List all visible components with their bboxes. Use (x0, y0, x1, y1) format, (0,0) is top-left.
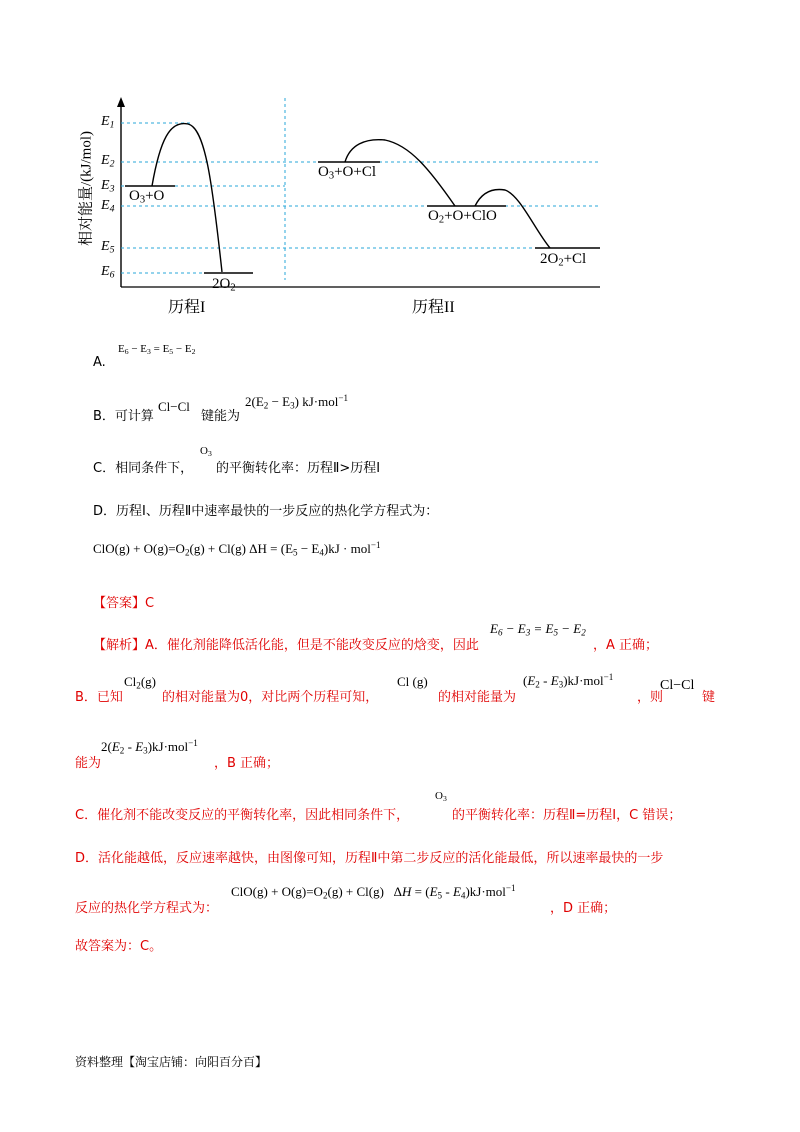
analysis-tag: 【解析】 (93, 638, 146, 653)
species-2o2: $2O_2$ (212, 276, 236, 294)
species-o3-o-cl: $O_3+O+Cl$ (318, 164, 377, 182)
option-b-mid: 键能为 (201, 409, 241, 424)
analysis-b-val: $(E_2 - E_3)kJ\cdot mol^{-1}$ (523, 672, 614, 690)
analysis-c2: 的平衡转化率：历程Ⅱ=历程Ⅰ，C 错误； (452, 808, 682, 823)
option-b-label: B．可计算 (93, 409, 154, 424)
species-2o2-cl: $2O_2+Cl$ (540, 251, 587, 269)
option-a-label: A. (93, 355, 106, 370)
analysis-c-o3: $O_3$ (435, 790, 447, 803)
option-b-math1: Cl−Cl (158, 399, 190, 414)
species-o3-o: $O_3+O$ (129, 188, 165, 206)
analysis-final: 故答案为：C。 (75, 939, 163, 954)
analysis-a-tail: ，A 正确； (593, 638, 659, 653)
label-e1: $E_1$ (101, 114, 115, 131)
analysis-d3: ，D 正确； (550, 901, 617, 916)
analysis-b2: 的相对能量为0，对比两个历程可知， (162, 690, 379, 705)
analysis-d2: 反应的热化学方程式为： (75, 901, 219, 916)
analysis-b7: ，B 正确； (214, 756, 280, 771)
y-axis-arrow (117, 97, 125, 107)
label-e6: $E_6$ (101, 264, 115, 281)
analysis-b6: 能为 (75, 756, 102, 771)
analysis-b-clcl: Cl−Cl (660, 678, 695, 693)
analysis-b-cl: Cl (g) (397, 674, 428, 689)
label-e3: $E_3$ (101, 178, 115, 195)
process-1-label: 历程I (168, 299, 206, 316)
energy-guides (121, 123, 600, 273)
label-e5: $E_5$ (101, 239, 115, 256)
analysis-b4: ，则 (637, 690, 664, 705)
analysis-b-cl2: $Cl_2(g)$ (124, 674, 157, 691)
analysis-a-text: A．催化剂能降低活化能，但是不能改变反应的焓变，因此 (145, 638, 479, 653)
option-d-text: D．历程Ⅰ、历程Ⅱ中速率最快的一步反应的热化学方程式为： (93, 504, 439, 519)
analysis-b5: 键 (702, 690, 716, 705)
footer-text: 资料整理【淘宝店铺：向阳百分百】 (75, 1055, 268, 1069)
analysis-c1: C．催化剂不能改变反应的平衡转化率，因此相同条件下， (75, 808, 410, 823)
option-a-math: $E_6 - E_3 = E_5 - E_2$ (118, 343, 196, 356)
analysis-b-val2: $2(E_2 - E_3)kJ\cdot mol^{-1}$ (101, 738, 198, 756)
answer-tag: 【答案】C (93, 596, 155, 611)
analysis-b3: 的相对能量为 (438, 690, 517, 705)
analysis-b1: B．已知 (75, 690, 123, 705)
option-d-eq: $ClO(g) + O(g)=O_2(g) + Cl(g) \Delta H = (E_5 - E_4)kJ \cdot mol^{-1}$ (93, 540, 381, 558)
y-axis-label: 相对能量/(kJ/mol) (78, 131, 95, 246)
analysis-d-eq: $ClO(g) + O(g)=O_2(g) + Cl(g) \Delta H = (E_5 - E_4)kJ\cdot mol^{-1}$ (231, 883, 516, 901)
label-e2: $E_2$ (101, 153, 115, 170)
option-c-o3: $O_3$ (200, 445, 212, 458)
option-c-rest: 的平衡转化率：历程Ⅱ>历程Ⅰ (216, 461, 381, 476)
option-c-label: C．相同条件下， (93, 461, 194, 476)
process-2-label: 历程II (412, 299, 455, 316)
label-e4: $E_4$ (101, 198, 115, 215)
species-o2-o-clo: $O_2+O+ClO$ (428, 208, 497, 226)
analysis-a-math: $E_6 - E_3 = E_5 - E_2$ (490, 621, 586, 638)
energy-diagram (0, 0, 800, 320)
analysis-d1: D．活化能越低，反应速率越快，由图像可知，历程Ⅱ中第二步反应的活化能最低，所以速率最快的一步 (75, 851, 664, 866)
option-b-math2: $2(E_2 - E_3)$ kJ·mol$^{-1}$ (245, 393, 349, 411)
